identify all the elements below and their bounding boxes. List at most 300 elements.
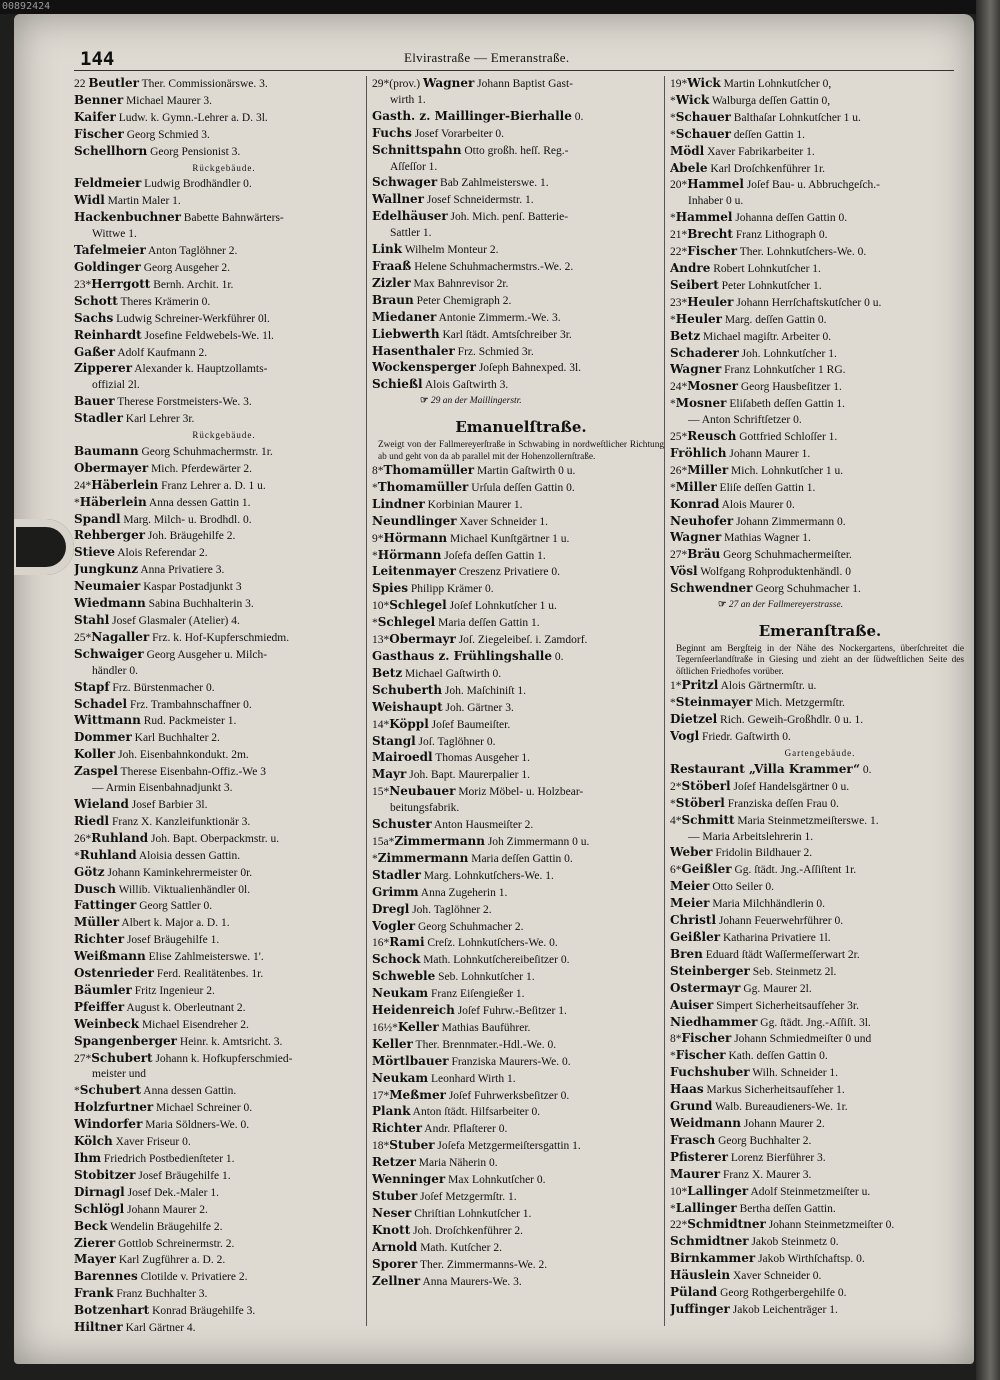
resident-surname: Windorfer — [74, 1117, 143, 1132]
resident-surname: Herrgott — [91, 276, 151, 291]
resident-details: Friedrich Postbedienſteter 1. — [101, 1153, 235, 1165]
directory-entry — [74, 680, 374, 697]
house-number: 6* — [670, 864, 682, 877]
resident-details: Markus Sicherheitsaufſeher 1. — [703, 1084, 845, 1097]
resident-surname: Hammel — [675, 210, 733, 225]
resident-details: Gg. ſtädt. Jng.-Aſſiſtent 1r. — [731, 864, 857, 877]
directory-entry — [74, 596, 374, 613]
directory-entry — [74, 495, 374, 512]
directory-entry — [670, 1217, 970, 1234]
house-number: 14* — [372, 718, 390, 731]
directory-entry — [670, 947, 970, 964]
directory-entry — [372, 76, 670, 93]
house-number: * — [74, 496, 80, 509]
resident-details: Franziska Maurers-We. 0. — [448, 1055, 571, 1068]
resident-surname: Fischer — [687, 244, 738, 259]
resident-details: Karl Zugführer a. D. 2. — [116, 1254, 226, 1267]
directory-entry — [670, 1234, 970, 1251]
directory-entry — [670, 1150, 970, 1167]
directory-entry — [372, 1054, 670, 1071]
directory-entry — [74, 478, 374, 495]
directory-entry — [372, 1240, 670, 1257]
resident-surname: Stieve — [74, 545, 116, 560]
directory-entry — [372, 109, 670, 126]
resident-surname: Reinhardt — [74, 327, 142, 342]
resident-details: Joſef Lohnkutſcher 1 u. — [446, 600, 557, 613]
resident-surname: Weber — [670, 845, 713, 860]
resident-surname: Zierer — [74, 1235, 116, 1250]
directory-entry — [74, 966, 374, 983]
resident-details: Leonhard Wirth 1. — [428, 1072, 516, 1085]
resident-details: Joh. Droſchkenführer 2. — [410, 1224, 523, 1237]
entry-continuation: offizial 2l. — [92, 379, 140, 392]
directory-entry — [74, 127, 374, 144]
resident-surname: Auiser — [670, 997, 714, 1012]
column-2 — [372, 76, 670, 1290]
directory-entry — [372, 548, 670, 565]
directory-entry — [670, 712, 970, 729]
resident-details: Martin Gaſtwirth 0 u. — [474, 465, 576, 478]
resident-surname: Fischer — [681, 1031, 732, 1046]
directory-entry — [670, 879, 970, 896]
directory-entry — [372, 463, 670, 480]
house-number: 1* — [670, 680, 682, 693]
resident-details: Anna dessen Gattin 1. — [146, 496, 251, 509]
resident-details: Joh. Bapt. Oberpackmstr. u. — [148, 832, 280, 845]
entry-continuation: meister und — [92, 1068, 146, 1081]
resident-details: Joſef Metzgermſtr. 1. — [417, 1191, 517, 1203]
street-description: Zweigt von der Fallmereyerſtraße in Schwabing in nordweſtlicher Richtung ab und geht von da ab parallel mit der Hohenzollernſtraße. — [378, 440, 664, 462]
directory-entry — [670, 362, 970, 379]
resident-surname: Nagaller — [91, 629, 150, 644]
page-header — [74, 48, 954, 71]
resident-surname: Mörtlbauer — [372, 1053, 449, 1068]
resident-surname: Konrad — [670, 496, 720, 511]
resident-details: Franz X. Kanzleifunktionär 3. — [109, 815, 251, 828]
resident-details: Franziska deſſen Frau 0. — [724, 797, 839, 810]
resident-details: Georg Schuhmacher 1. — [752, 583, 861, 596]
resident-details: Elise Zahlmeisterswe. 1'. — [145, 951, 264, 964]
directory-entry — [670, 244, 970, 261]
resident-details: Seb. Lohnkutſcher 1. — [435, 971, 535, 984]
resident-details: Josef Vorarbeiter 0. — [411, 127, 505, 140]
resident-details: Frz. k. Hof-Kupferschmiedm. — [149, 631, 290, 644]
resident-surname: Stöberl — [675, 795, 725, 810]
resident-details: Jakob Wirthſchaftsp. 0. — [755, 1253, 865, 1266]
directory-entry — [74, 461, 374, 478]
directory-entry — [74, 713, 374, 730]
resident-surname: Heuler — [675, 311, 722, 326]
resident-details: Johann Maurer 2. — [124, 1203, 208, 1216]
resident-surname: Rami — [389, 935, 425, 950]
resident-surname: Pritzl — [681, 678, 719, 693]
resident-surname: Baumann — [74, 443, 139, 458]
house-number: 25* — [74, 631, 92, 644]
resident-surname: Schuberth — [372, 682, 443, 697]
directory-entry — [74, 1303, 374, 1320]
resident-surname: Beutler — [88, 76, 139, 90]
directory-entry — [74, 647, 374, 664]
house-number: 2* — [670, 780, 682, 793]
house-number: 23* — [74, 278, 92, 291]
entry-continuation: Aſſeſſor 1. — [390, 160, 438, 173]
directory-entry — [74, 1202, 374, 1219]
resident-surname: Schmidtner — [670, 1234, 749, 1249]
house-number: * — [372, 481, 378, 494]
directory-entry — [670, 144, 970, 161]
house-number: * — [670, 797, 676, 810]
resident-surname: Ruhland — [91, 830, 149, 845]
resident-details: Joh. Mich. penſ. Batterie- — [447, 211, 569, 224]
entry-continuation: — Armin Eisenbahnadjunkt 3. — [92, 782, 233, 795]
resident-surname: Benner — [74, 92, 124, 107]
directory-entry — [74, 1017, 374, 1034]
directory-entry — [372, 784, 670, 801]
resident-surname: Keller — [397, 1019, 439, 1034]
resident-surname: Neubauer — [389, 784, 456, 799]
resident-surname: Fattinger — [74, 898, 137, 913]
resident-details: Johanna deſſen Gattin 0. — [732, 212, 848, 225]
resident-surname: Schlegel — [377, 615, 436, 630]
resident-details: Max Lohnkutſcher 0. — [445, 1174, 546, 1187]
directory-entry — [372, 902, 670, 919]
directory-entry — [670, 210, 970, 227]
resident-surname: Dietzel — [670, 712, 718, 727]
directory-entry — [74, 764, 374, 781]
resident-surname: Ostermayr — [670, 980, 741, 995]
directory-entry — [372, 935, 670, 952]
directory-entry — [670, 981, 970, 998]
resident-details: Urſula deſſen Gattin 0. — [468, 481, 575, 494]
resident-details: Ther. Commissionärswe. 3. — [138, 78, 268, 90]
resident-details: Johann Zimmermann 0. — [733, 515, 846, 528]
directory-entry — [74, 1034, 374, 1051]
house-number: 24* — [74, 479, 92, 492]
resident-surname: Pfeiffer — [74, 999, 125, 1014]
directory-entry — [670, 76, 970, 93]
resident-details: Johann Feuerwehrführer 0. — [716, 915, 844, 928]
cross-reference-text: 29 an der Maillingerstr. — [430, 396, 522, 407]
resident-details: Georg Schuhmachermstr. 1r. — [138, 445, 273, 458]
directory-entry — [372, 615, 670, 632]
directory-entry — [670, 1167, 970, 1184]
resident-surname: Vogler — [372, 918, 416, 933]
resident-details: Heinr. k. Amtsricht. 3. — [177, 1035, 283, 1048]
house-number: 22 — [74, 78, 89, 90]
resident-details: Georg Ausgeher 2. — [140, 261, 231, 274]
entry-continuation: wirth 1. — [390, 93, 426, 106]
resident-surname: Rehberger — [74, 528, 146, 543]
resident-surname: Schubert — [91, 1050, 153, 1065]
resident-details: Josefine Feldwebels-We. 1l. — [141, 329, 274, 342]
resident-surname: Lallinger — [675, 1200, 737, 1215]
resident-details: Kath. deſſen Gattin 0. — [725, 1050, 828, 1063]
directory-entry — [74, 328, 374, 345]
resident-surname: Püland — [670, 1285, 718, 1300]
resident-details: Alois Referendar 2. — [115, 547, 208, 560]
resident-surname: Arnold — [372, 1239, 418, 1254]
resident-details: Franz Eiſengießer 1. — [428, 988, 525, 1001]
directory-entry — [670, 530, 970, 547]
resident-details: Joſef Bau- u. Abbruchgeſch.- — [743, 179, 880, 192]
directory-entry — [74, 210, 374, 227]
resident-details: Anton ſtädt. Hilfsarbeiter 0. — [410, 1106, 541, 1119]
directory-entry — [372, 581, 670, 598]
scan-id: 00892424 — [2, 1, 51, 12]
resident-details: Wilh. Schneider 1. — [749, 1067, 839, 1080]
resident-surname: Stahl — [74, 613, 110, 627]
resident-details: Gg. Maurer 2l. — [740, 982, 812, 995]
resident-details: Andr. Pflaſterer 0. — [422, 1123, 508, 1136]
resident-surname: Schauer — [675, 126, 731, 141]
resident-details: Adolf Steinmetzmeiſter u. — [748, 1185, 871, 1198]
resident-details: Gottlob Schreinermstr. 2. — [115, 1237, 235, 1250]
directory-entry — [670, 1302, 970, 1319]
resident-details: Josef Glasmaler (Atelier) 4. — [109, 615, 240, 627]
directory-entry — [670, 813, 970, 830]
resident-details: Katharina Privatiere 1l. — [720, 932, 831, 944]
directory-entry — [670, 1048, 970, 1065]
directory-entry — [670, 896, 970, 913]
resident-details: Seb. Steinmetz 2l. — [749, 965, 837, 978]
resident-surname: Knott — [372, 1222, 411, 1237]
resident-details: Otto Seiler 0. — [709, 881, 774, 894]
directory-entry — [670, 93, 970, 110]
entry-continuation: Wittwe 1. — [92, 228, 137, 241]
directory-entry — [372, 175, 670, 192]
directory-entry — [372, 1071, 670, 1088]
directory-entry — [372, 1104, 670, 1121]
resident-details: Johann Herrſchaftskutſcher 0 u. — [733, 296, 882, 309]
resident-details: Josef Dek.-Maler 1. — [124, 1186, 219, 1199]
resident-details: Chriſtian Lohnkutſcher 1. — [411, 1207, 532, 1220]
resident-details: Maria deſſen Gattin 0. — [468, 852, 573, 865]
resident-surname: Wiedmann — [74, 596, 146, 611]
directory-entry — [670, 964, 970, 981]
directory-entry — [74, 76, 374, 93]
resident-details: Frz. Bürstenmacher 0. — [109, 681, 215, 694]
resident-details: Sabina Buchhalterin 3. — [145, 598, 254, 611]
house-number: 16½* — [372, 1021, 398, 1034]
resident-details: Joh. Gärtner 3. — [442, 701, 514, 714]
resident-surname: Neumaier — [74, 579, 141, 594]
cross-reference — [670, 598, 970, 614]
directory-entry — [74, 579, 374, 596]
resident-details: Korbinian Maurer 1. — [424, 498, 523, 511]
directory-entry — [372, 259, 670, 276]
resident-details: Joſef Fuhrw.-Beſitzer 1. — [454, 1005, 567, 1018]
resident-details: Joſefa Metzgermeiſtersgattin 1. — [434, 1140, 581, 1153]
directory-entry — [372, 986, 670, 1003]
resident-details: Anton Hausmeiſter 2. — [431, 819, 534, 832]
directory-entry — [670, 678, 970, 695]
house-number: * — [372, 617, 378, 630]
resident-surname: Zipperer — [74, 361, 133, 376]
directory-entry — [670, 1184, 970, 1201]
resident-surname: Wittmann — [74, 713, 141, 728]
house-number: 15a* — [372, 835, 395, 848]
resident-surname: Schmitt — [681, 812, 735, 827]
resident-surname: Hackenbuchner — [74, 210, 181, 225]
resident-surname: Edelhäuser — [372, 209, 448, 224]
pointing-hand-icon: ☞ — [718, 600, 729, 611]
house-number: * — [372, 549, 378, 562]
house-number: * — [670, 94, 676, 107]
resident-details: Johann k. Hofkupferschmied- — [152, 1052, 293, 1065]
resident-surname: Wagner — [670, 530, 722, 545]
resident-surname: Thomamüller — [383, 463, 475, 478]
directory-entry — [372, 531, 670, 548]
resident-surname: Fischer — [74, 126, 124, 141]
resident-surname: Stöberl — [681, 778, 731, 793]
directory-entry — [372, 514, 670, 531]
directory-entry — [372, 750, 670, 767]
resident-details: Rud. Packmeister 1. — [140, 715, 237, 728]
resident-details: Martin Maler 1. — [104, 195, 181, 208]
resident-details: Xaver Schneider 0. — [730, 1270, 822, 1283]
directory-entry — [74, 562, 374, 579]
resident-surname: Spangenberger — [74, 1033, 178, 1048]
directory-entry — [74, 1219, 374, 1236]
resident-surname: Kaifer — [74, 109, 116, 124]
adjacent-page-edge — [976, 0, 1000, 1380]
resident-details: deſſen Gattin 1. — [730, 128, 805, 141]
directory-entry — [670, 463, 970, 480]
directory-entry — [372, 598, 670, 615]
page-number: 144 — [80, 48, 115, 70]
resident-details: Josef Bräugehilfe 1. — [135, 1169, 231, 1182]
resident-details: Alois Gärtnermſtr. u. — [718, 680, 817, 693]
directory-entry — [670, 177, 970, 194]
resident-details: Therese Forstmeisters-We. 3. — [114, 396, 252, 409]
house-number: * — [670, 481, 676, 494]
resident-surname: Brecht — [687, 227, 733, 242]
house-number: 10* — [670, 1185, 688, 1198]
resident-details: Eliſabeth deſſen Gattin 1. — [726, 398, 845, 411]
resident-surname: Wagner — [670, 362, 722, 377]
resident-surname: Riedl — [74, 813, 110, 828]
house-number: 13* — [372, 634, 390, 647]
directory-entry — [372, 276, 670, 293]
resident-details: Joh. Bapt. Maurerpalier 1. — [406, 769, 530, 782]
resident-surname: Dirnagl — [74, 1184, 125, 1199]
resident-surname: Pfisterer — [670, 1149, 728, 1164]
resident-surname: Goldinger — [74, 259, 141, 274]
resident-surname: Weißmann — [74, 949, 146, 964]
directory-entry — [74, 294, 374, 311]
entry-continuation: beitungsfabrik. — [390, 802, 460, 815]
resident-surname: Maurer — [670, 1166, 721, 1181]
resident-details: Ludwig Brodhändler 0. — [141, 178, 252, 191]
column-1 — [74, 76, 374, 1337]
resident-details: Antonie Zimmerm.-We. 3. — [436, 311, 561, 324]
resident-surname: Seibert — [670, 277, 719, 292]
directory-entry — [74, 193, 374, 210]
resident-details: Johann Schmiedmeiſter 0 und — [731, 1033, 872, 1046]
resident-details: Joſefa deſſen Gattin 1. — [441, 549, 546, 562]
resident-surname: Hörmann — [377, 547, 442, 562]
resident-surname: Steinmayer — [675, 695, 753, 710]
directory-entry — [670, 261, 970, 278]
resident-details: 0. — [551, 651, 564, 663]
resident-surname: Gasthaus z. Frühlingshalle — [372, 649, 552, 663]
resident-details: Anton Taglöhner 2. — [145, 245, 238, 258]
directory-entry — [372, 969, 670, 986]
resident-details: Michael Maurer 3. — [123, 94, 212, 107]
resident-details: Robert Lohnkutſcher 1. — [710, 262, 821, 275]
resident-surname: Wick — [687, 76, 721, 90]
resident-surname: Schwendner — [670, 581, 753, 596]
directory-entry — [372, 1189, 670, 1206]
resident-surname: Hammel — [687, 177, 744, 192]
directory-entry — [372, 327, 670, 344]
resident-details: Joh. Maſchiniſt 1. — [442, 684, 527, 697]
directory-entry — [372, 717, 670, 734]
directory-entry — [372, 1257, 670, 1274]
directory-entry — [670, 278, 970, 295]
resident-surname: Lallinger — [687, 1183, 749, 1198]
resident-surname: Köppl — [389, 716, 429, 731]
directory-entry — [74, 1236, 374, 1253]
pointing-hand-icon: ☞ — [420, 396, 431, 407]
resident-details: Karl Buchhalter 2. — [131, 732, 220, 745]
resident-surname: Miller — [675, 479, 717, 494]
directory-entry — [670, 497, 970, 514]
resident-details: Willib. Viktualienhändler 0l. — [115, 883, 251, 896]
house-number: 22* — [670, 246, 688, 259]
resident-details: Franz Lohnkutſcher 1 RG. — [721, 364, 846, 377]
resident-surname: Haas — [670, 1082, 704, 1097]
resident-surname: Schmidtner — [687, 1217, 766, 1232]
resident-details: Joſ. Taglöhner 0. — [415, 735, 496, 748]
resident-surname: Frank — [74, 1286, 114, 1301]
resident-details: Mich. Metzgermſtr. — [752, 697, 845, 710]
resident-surname: Mairoedl — [372, 750, 433, 765]
resident-details: Fritz Ingenieur 2. — [131, 984, 215, 997]
directory-entry — [372, 767, 670, 784]
page-tab-clip — [14, 519, 74, 575]
resident-details: Bernh. Archit. 1r. — [150, 278, 234, 291]
house-number: 25* — [670, 431, 688, 444]
resident-surname: Stapf — [74, 679, 110, 694]
resident-surname: Ihm — [74, 1151, 102, 1165]
resident-surname: Botzenhart — [74, 1303, 150, 1318]
resident-details: Fridolin Bildhauer 2. — [712, 847, 813, 860]
resident-surname: Beck — [74, 1218, 108, 1233]
resident-details: Rich. Geweih-Großhdlr. 0 u. 1. — [717, 714, 864, 727]
directory-entry — [74, 1252, 374, 1269]
resident-details: Creſz. Lohnkutſchers-We. 0. — [424, 937, 558, 950]
directory-entry — [74, 260, 374, 277]
directory-entry — [74, 394, 374, 411]
directory-entry — [74, 176, 374, 193]
directory-entry — [372, 952, 670, 969]
resident-details: Konrad Bräugehilfe 3. — [149, 1305, 256, 1318]
house-number: 21* — [670, 229, 688, 242]
resident-surname: Schlögl — [74, 1201, 125, 1216]
resident-details: Joh. Eisenbahnkondukt. 2m. — [115, 749, 249, 762]
directory-entry — [372, 817, 670, 834]
entry-continuation: Sattler 1. — [390, 227, 432, 240]
resident-surname: Wieland — [74, 796, 129, 811]
resident-details: Karl ſtädt. Amtsſchreiber 3r. — [439, 328, 572, 341]
resident-surname: Spies — [372, 581, 409, 596]
resident-surname: Zizler — [372, 275, 411, 290]
directory-entry — [670, 762, 970, 779]
resident-details: Maria Steinmetzmeiſterswe. 1. — [734, 814, 879, 827]
running-head: Elvirastraße — Emeranstraße. — [404, 50, 570, 65]
resident-surname: Barennes — [74, 1269, 138, 1284]
